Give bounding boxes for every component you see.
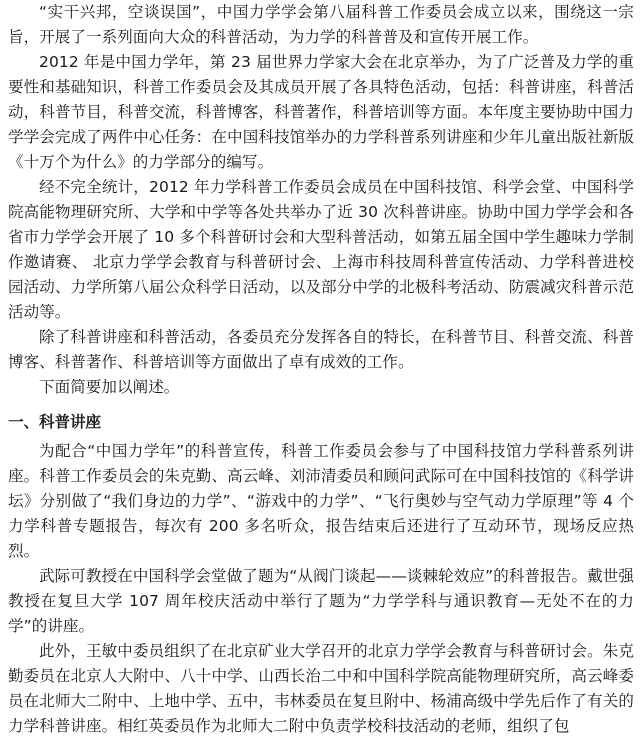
intro-paragraph: “实干兴邦，空谈误国”，中国力学学会第八届科普工作委员会成立以来，围绕这一宗旨，开展了一系列面向大众的科普活动，为力学的科普普及和宣传开展工作。 <box>8 3 634 46</box>
statistics-paragraph: 经不完全统计，2012 年力学科普工作委员会成员在中国科技馆、科学会堂、中国科学院高能物理研究所、大学和中学等各处共举办了近 30 次科普讲座。协助中国力学学会和各省市力学学会开展了 10 多个科普研讨会和大型科普活动，如第五届全国中学生趣味力学制作邀请赛、 北京力学学会教育与科普研讨会、上海市科技周科普宣传活动、力学科普进校园活动、力学所第八届公众科学日活动，以及部分中学的北极科考活动、防震减灾科普示范活动等。 <box>8 178 634 321</box>
lecture-reports-paragraph: 武际可教授在中国科学会堂做了题为“从阀门谈起——谈棘轮效应”的科普报告。戴世强教授在复旦大学 107 周年校庆活动中举行了题为“力学学科与通识教育—无处不在的力学”的讲座。 <box>8 567 634 635</box>
additional-lectures-paragraph: 此外，王敏中委员组织了在北京矿业大学召开的北京力学学会教育与科普研讨会。朱克勤委员在北京人大附中、八十中学、山西长治二中和中国科学院高能物理研究所，高云峰委员在北师大二附中、上地中学、五中，韦林委员在复旦附中、杨浦高级中学先后作了有关的力学科普讲座。相红英委员作为北师大二附中负责学校科技活动的老师，组织了包 <box>8 642 634 735</box>
year-overview-paragraph: 2012 年是中国力学年，第 23 届世界力学家大会在北京举办，为了广泛普及力学的重要性和基础知识，科普工作委员会及其成员开展了各具特色活动，包括：科普讲座，科普活动，科普节目，科普交流，科普博客，科普著作，科普培训等方面。本年度主要协助中国力学学会完成了两件中心任务：在中国科技馆举办的力学科普系列讲座和少年儿童出版社新版《十万个为什么》的力学部分的编写。 <box>8 53 634 171</box>
lecture-series-paragraph: 为配合“中国力学年”的科普宣传，科普工作委员会参与了中国科技馆力学科普系列讲座。科普工作委员会的朱克勤、高云峰、刘沛清委员和顾问武际可在中国科技馆的《科学讲坛》分别做了“我们身边的力学”、“游戏中的力学”、“飞行奥妙与空气动力学原理”等 4 个力学科普专题报告，每次有 200 多名听众，报告结束后还进行了互动环节，现场反应热烈。 <box>8 442 634 560</box>
section-heading: 一、科普讲座 <box>8 413 102 431</box>
other-work-paragraph: 除了科普讲座和科普活动，各委员充分发挥各自的特长，在科普节目、科普交流、科普博客、科普著作、科普培训等方面做出了卓有成效的工作。 <box>8 328 634 371</box>
transition-paragraph: 下面简要加以阐述。 <box>39 378 180 396</box>
